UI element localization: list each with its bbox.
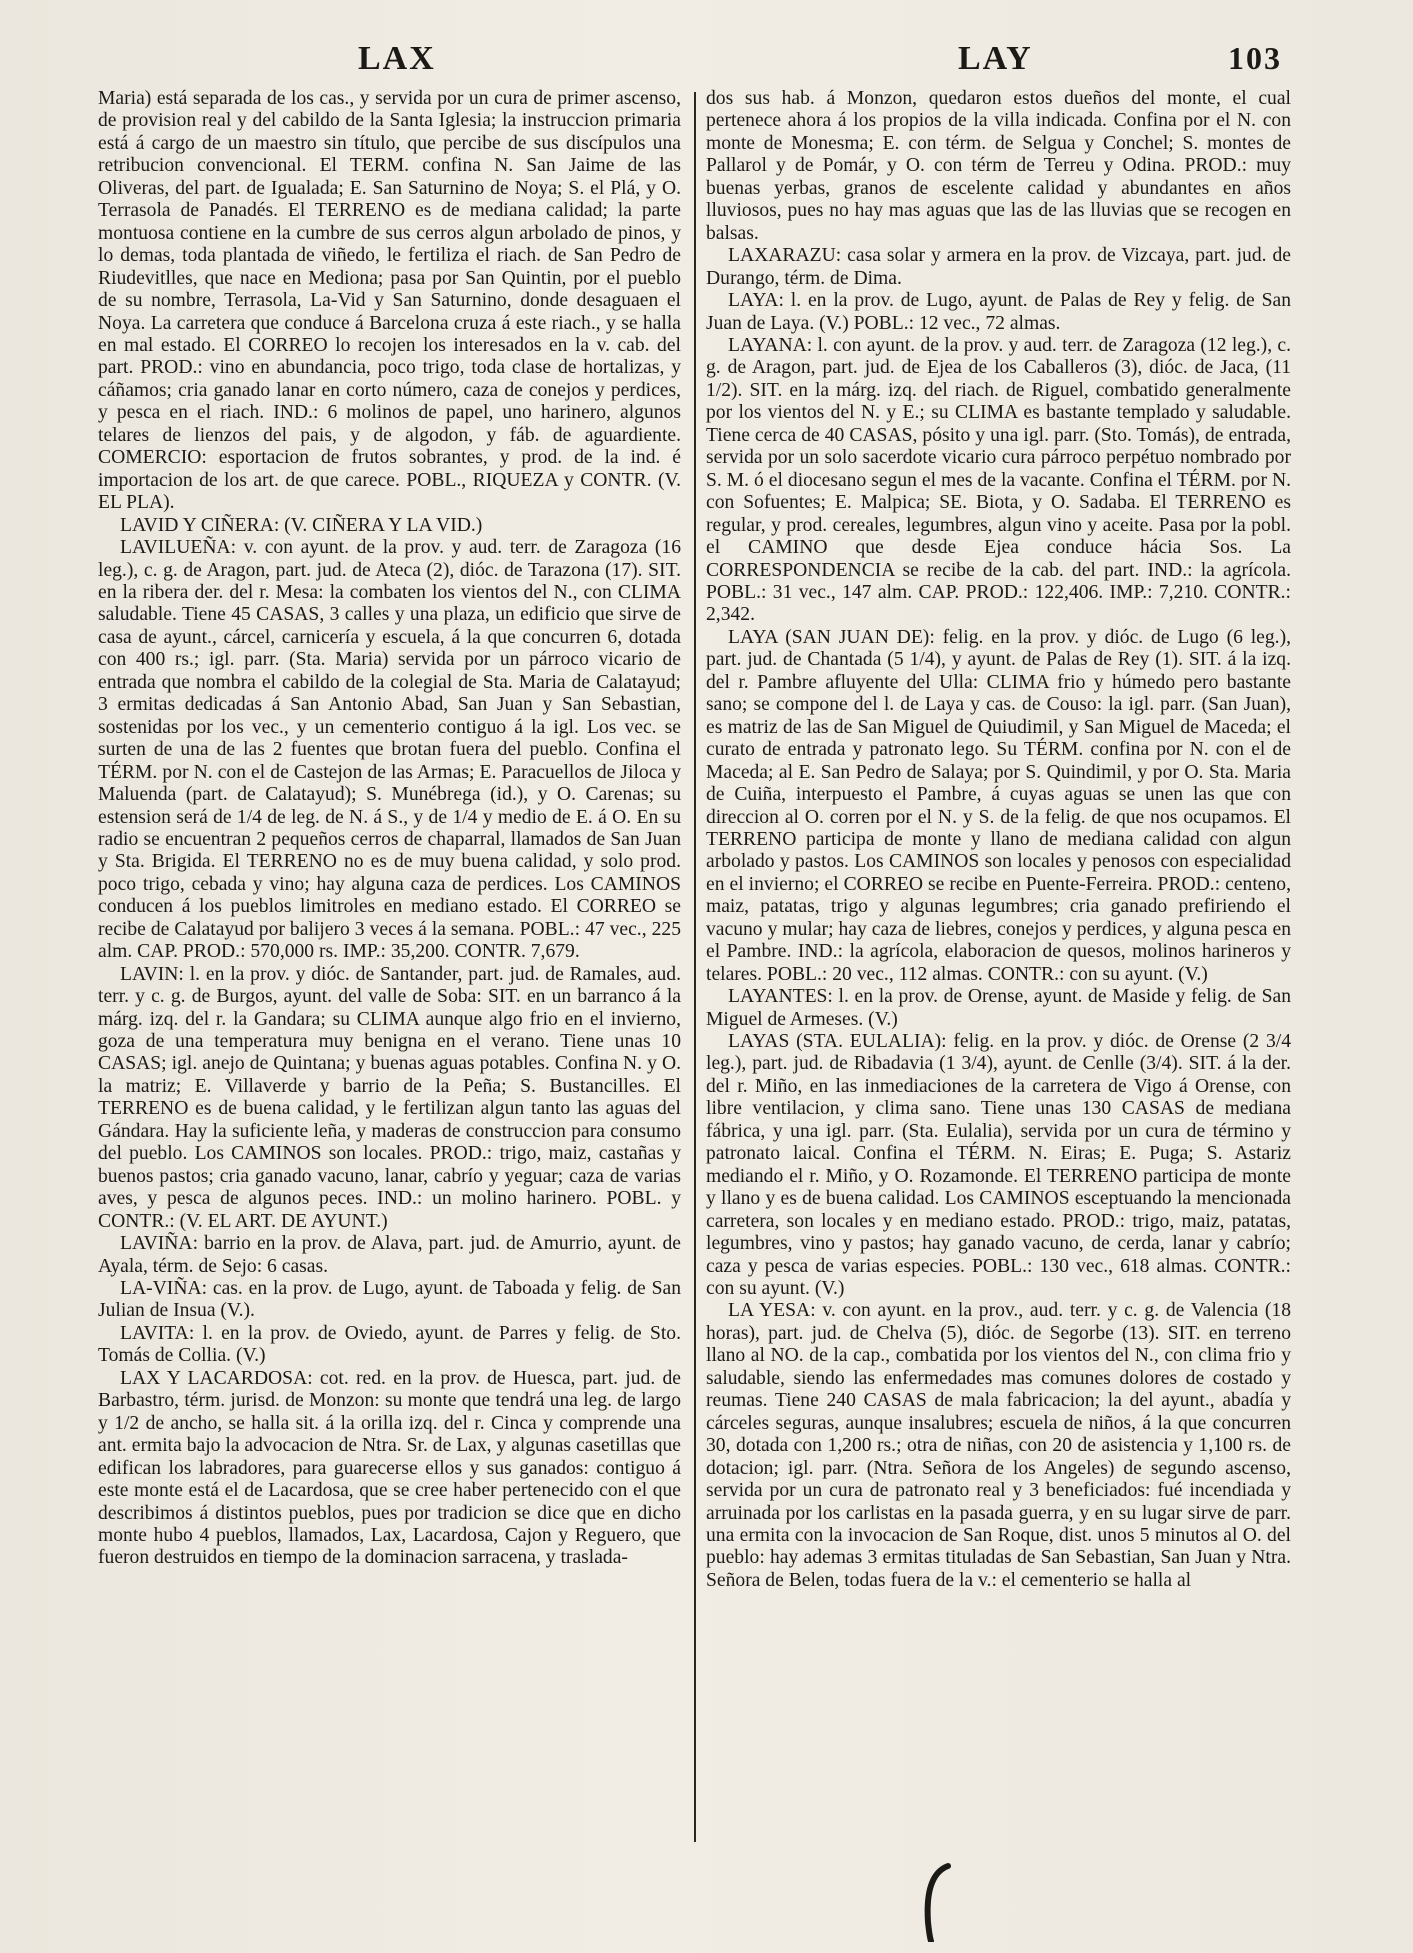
running-header-left: LAX <box>358 40 436 77</box>
entry-lavin: LAVIN: l. en la prov. y dióc. de Santander, part. jud. de Ramales, aud. terr. y c. g. de Burgos, ayunt. del valle de Soba: SIT. en un barranco á la márg. izq. del r. la Gandara; su CLIMA aunque algo frio en el invierno, goza de una temperatura muy benigna en el verano. Tiene unas 10 CASAS; igl. anejo de Quintana; y buenas aguas potables. Confina N. y O. la matriz; E. Villaverde y barrio de la Peña; S. Bustancilles. El TERRENO es de buena calidad, y le fertilizan algun tanto las aguas del Gándara. Hay la suficiente leña, y maderas de construccion para consumo del pueblo. Los CAMINOS son locales. PROD.: trigo, maiz, castañas y buenos pastos; cria ganado vacuno, lanar, cabrío y yeguar; caza de varias aves, y pesca de algunos peces. IND.: un molino harinero. POBL. y CONTR.: (V. EL ART. DE AYUNT.) <box>98 963 681 1232</box>
entry-lax-y-lacardosa: LAX Y LACARDOSA: cot. red. en la prov. de Huesca, part. jud. de Barbastro, térm. jurisd. de Monzon: su monte que tendrá una leg. de largo y 1/2 de ancho, se halla sit. á la orilla izq. del r. Cinca y comprende una ant. ermita bajo la advocacion de Ntra. Sr. de Lax, y algunas casetillas que edifican los labradores, para guarecerse ellos y sus ganados: contiguo á este monte está el de Lacardosa, que se cree haber pertenecido con el que describimos á distintos pueblos, pues por tradicion se dice que en dicho monte hubo 4 pueblos, llamados, Lax, Lacardosa, Cajon y Reguero, que fueron destruidos en tiempo de la dominacion sarracena, y traslada- <box>98 1367 681 1569</box>
right-column <box>706 88 1291 1592</box>
entry-lavina: LAVIÑA: barrio en la prov. de Alava, part. jud. de Amurrio, ayunt. de Ayala, térm. de Sejo: 6 casas. <box>98 1233 681 1277</box>
page-number: 103 <box>1228 40 1282 76</box>
entry-continuation: dos sus hab. á Monzon, quedaron estos dueños del monte, el cual pertenece ahora á los propios de la villa indicada. Confina por el N. con monte de Monesma; E. con térm. de Selgua y Conchel; S. montes de Pallarol y de Pomár, y O. con térm de Terreu y Odina. PROD.: muy buenas yerbas, granos de escelente calidad y abundantes en años lluviosos, pues no hay mas aguas que las de las lluvias que se recogen en balsas. <box>706 88 1291 244</box>
entry-layas-sta-eulalia: LAYAS (STA. EULALIA): felig. en la prov. y dióc. de Orense (2 3/4 leg.), part. jud. de Ribadavia (1 3/4), ayunt. de Cenlle (3/4). SIT. á la der. del r. Miño, en las inmediaciones de la carretera de Vigo á Orense, con libre ventilacion, y clima sano. Tiene unas 130 CASAS de mediana fábrica, y una igl. parr. (Sta. Eulalia), servida por un cura de término y patronato laical. Confina el TÉRM. N. Eiras; E. Puga; S. Astariz mediando el r. Miño, y O. Rozamonde. El TERRENO participa de monte y llano y es de buena calidad. Los CAMINOS esceptuando la mencionada carretera, son locales y en mediano estado. PROD.: trigo, maiz, patatas, legumbres, vino y pastos; hay ganado vacuno, de cerda, lanar y cabrío; caza y pesca de varias especies. POBL.: 130 vec., 618 almas. CONTR.: con su ayunt. (V.) <box>706 1031 1291 1300</box>
column-divider <box>694 92 696 1842</box>
left-column <box>98 88 681 1570</box>
ink-mark-icon <box>918 1862 958 1942</box>
entry-la-yesa: LA YESA: v. con ayunt. en la prov., aud. terr. y c. g. de Valencia (18 horas), part. jud. de Chelva (5), dióc. de Segorbe (13). SIT. en terreno llano al NO. de la cap., combatida por los vientos del N., con clima frio y saludable, siendo las enfermedades mas comunes dolores de costado y reumas. Tiene 240 CASAS de mala fabricacion; la del ayunt., abadía y cárceles seguras, aunque insalubres; escuela de niños, á la que concurren 30, dotada con 1,200 rs.; otra de niñas, con 20 de asistencia y 1,100 rs. de dotacion; igl. parr. (Ntra. Señora de los Angeles) de segundo ascenso, servida por un cura de patronato real y 3 beneficiados: fué incendiada y arruinada por los carlistas en la pasada guerra, y en su lugar sirve de parr. una ermita con la invocacion de San Roque, dist. unos 5 minutos al O. del pueblo: hay ademas 3 ermitas tituladas de San Sebastian, San Juan y Ntra. Señora de Belen, todas fuera de la v.: el cementerio se halla al <box>706 1300 1291 1591</box>
entry-layana: LAYANA: l. con ayunt. de la prov. y aud. terr. de Zaragoza (12 leg.), c. g. de Aragon, part. jud. de Ejea de los Caballeros (3), dióc. de Jaca, (11 1/2). SIT. en la márg. izq. del riach. de Riguel, combatido generalmente por los vientos del N. y E.; su CLIMA es bastante templado y saludable. Tiene cerca de 40 CASAS, pósito y una igl. parr. (Sto. Tomás), de entrada, servida por un solo sacerdote vicario cura párroco perpétuo nombrado por S. M. ó el diocesano segun el mes de la vacante. Confina el TÉRM. por N. con Sofuentes; E. Malpica; SE. Biota, y O. Sadaba. El TERRENO es regular, y prod. cereales, legumbres, algun vino y aceite. Pasa por la pobl. el CAMINO que desde Ejea conduce hácia Sos. La CORRESPONDENCIA se recibe de la cab. del part. IND.: la agrícola. POBL.: 31 vec., 147 alm. CAP. PROD.: 122,406. IMP.: 7,210. CONTR.: 2,342. <box>706 334 1291 626</box>
entry-lavid-y-cinera: LAVID Y CIÑERA: (V. CIÑERA Y LA VID.) <box>120 514 483 536</box>
entry-la-vina: LA-VIÑA: cas. en la prov. de Lugo, ayunt. de Taboada y felig. de San Julian de Insua (V.). <box>98 1278 681 1322</box>
entry-laviluena: LAVILUEÑA: v. con ayunt. de la prov. y aud. terr. de Zaragoza (16 leg.), c. g. de Aragon, part. jud. de Ateca (2), dióc. de Tarazona (17). SIT. en la ribera der. del r. Mesa: la combaten los vientos del N., con CLIMA saludable. Tiene 45 CASAS, 3 calles y una plaza, un edificio que sirve de casa de ayunt., cárcel, carnicería y escuela, á la que concurren 6, dotada con 400 rs.; igl. parr. (Sta. Maria) servida por un párroco vicario de entrada que nombra el cabildo de la colegial de Sta. Maria de Calatayud; 3 ermitas dedicadas á San Antonio Abad, San Juan y San Sebastian, sostenidas por los vec., y un cementerio contiguo á la igl. Los vec. se surten de una de las 2 fuentes que brotan fuera del pueblo. Confina el TÉRM. por N. con el de Castejon de las Armas; E. Paracuellos de Jiloca y Maluenda (part. de Calatayud); S. Munébrega (id.), y O. Carenas; su estension será de 1/4 de leg. de N. á S., y de 1/4 y medio de E. á O. En su radio se encuentran 2 pequeños cerros de chaparral, llamados de San Juan y Sta. Brigida. El TERRENO no es de muy buena calidad, y solo prod. poco trigo, cebada y vino; hay alguna caza de perdices. Los CAMINOS conducen á los pueblos limitroles en mediano estado. El CORREO se recibe de Calatayud por balijero 3 veces á la semana. POBL.: 47 vec., 225 alm. CAP. PROD.: 570,000 rs. IMP.: 35,200. CONTR. 7,679. <box>98 537 681 963</box>
running-header-right: LAY <box>958 40 1033 77</box>
entry-lavita: LAVITA: l. en la prov. de Oviedo, ayunt. de Parres y felig. de Sto. Tomás de Collia. (V.) <box>98 1322 681 1367</box>
entry-laya-san-juan-de: LAYA (SAN JUAN DE): felig. en la prov. y dióc. de Lugo (6 leg.), part. jud. de Chantada (5 1/4), y ayunt. de Palas de Rey (1). SIT. á la izq. del r. Pambre afluyente del Ulla: CLIMA frio y húmedo pero bastante sano; se compone del l. de Laya y cas. de Couso: la igl. parr. (San Juan), es matriz de las de San Miguel de Quiudimil, y San Miguel de Maceda; el curato de entrada y patronato lego. Su TÉRM. confina por N. con el de Maceda; al E. San Pedro de Salaya; por S. Quindimil, y por O. Sta. Maria de Cuiña, interpuesto el Pambre, á cuyas aguas se unen las que con direccion al O. corren por el N. y S. de la felig. de que nos ocupamos. El TERRENO participa de monte y llano de mediana calidad con algun arbolado y pastos. Los CAMINOS son locales y penosos con especialidad en el invierno; el CORREO se recibe en Puente-Ferreira. PROD.: centeno, maiz, patatas, trigo y algunas legumbres; cria ganado prefiriendo el vacuno y mular; hay caza de liebres, conejos y perdices, y alguna pesca en el Pambre. IND.: la agrícola, elaboracion de quesos, molinos harineros y telares. POBL.: 20 vec., 112 almas. CONTR.: con su ayunt. (V.) <box>706 626 1291 985</box>
entry-layantes: LAYANTES: l. en la prov. de Orense, ayunt. de Maside y felig. de San Miguel de Armeses. (V.) <box>706 986 1291 1030</box>
entry-laxarazu: LAXARAZU: casa solar y armera en la prov. de Vizcaya, part. jud. de Durango, térm. de Dima. <box>706 245 1291 289</box>
entry-continuation: Maria) está separada de los cas., y servida por un cura de primer ascenso, de provision real y del cabildo de la Santa Iglesia; la instruccion primaria está á cargo de un maestro sin título, que percibe de sus discípulos una retribucion convencional. El TERM. confina N. San Jaime de las Oliveras, del part. de Igualada; E. San Saturnino de Noya; S. el Plá, y O. Terrasola de Panadés. El TERRENO es de mediana calidad; la parte montuosa contiene en la cumbre de sus cerros algun arbolado de pinos, y lo demas, toda plantada de viñedo, le fertiliza el riach. de San Pedro de Riudevitlles, que nace en Mediona; pasa por San Quintin, por el pueblo de su nombre, Terrasola, La-Vid y San Saturnino, donde desaguaen el Noya. La carretera que conduce á Barcelona cruza á este riach., y se halla en mal estado. El CORREO lo recojen los interesados en la v. cab. del part. PROD.: vino en abundancia, poco trigo, toda clase de hortalizas, y cáñamos; cria ganado lanar en corto número, caza de conejos y perdices, y pesca en el riach. IND.: 6 molinos de papel, uno harinero, algunos telares de lienzos del pais, y de algodon, y fáb. de aguardiente. COMERCIO: esportacion de frutos sobrantes, y prod. de la ind. é importacion de los art. de que carece. POBL., RIQUEZA y CONTR. (V. EL PLA). <box>98 88 681 514</box>
entry-laya: LAYA: l. en la prov. de Lugo, ayunt. de Palas de Rey y felig. de San Juan de Laya. (V.) POBL.: 12 vec., 72 almas. <box>706 290 1291 334</box>
